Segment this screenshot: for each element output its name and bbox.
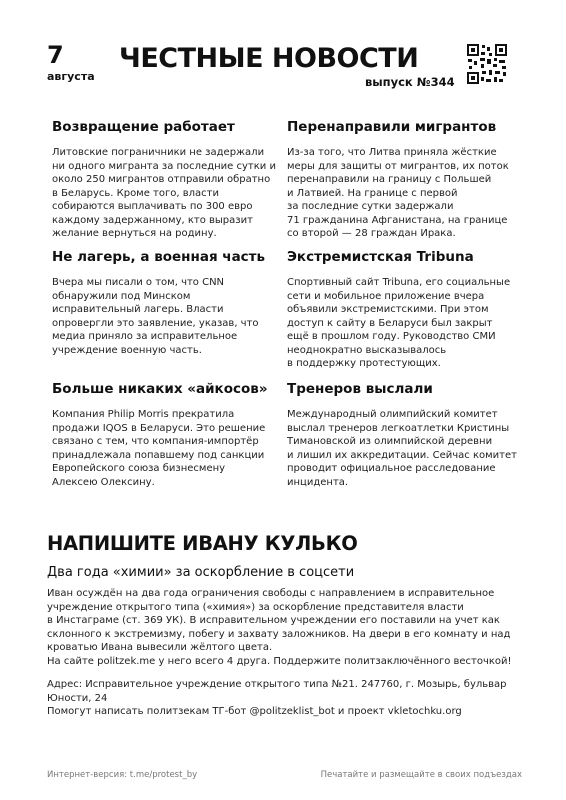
footer-web-version: Интернет-версия: t.me/protest_by [47, 770, 198, 780]
address-line: Юности, 24 [47, 692, 108, 704]
article-line: в поддержку протестующих. [287, 358, 441, 369]
article-line: и лишил их аккредитации. Сейчас комитет [287, 449, 517, 461]
article-coaches [287, 380, 517, 489]
feature-subtitle: Два года «химии» за оскорбление в соцсети [47, 565, 355, 580]
article-line: сети и мобильное приложение вчера [287, 290, 485, 302]
article-line: медиа приняло за исправительное [52, 331, 238, 342]
feature-line: склонного к экстремизму, побегу и захвату заложников. На двери в его комнату и над [47, 628, 511, 640]
article-title: Не лагерь, а военная часть [52, 249, 266, 265]
article-line: проводит официальное расследование [287, 463, 496, 474]
newspaper-title: ЧЕСТНЫЕ НОВОСТИ [119, 43, 419, 74]
article-line: меры для защиты от мигрантов, их поток [287, 160, 509, 172]
article-line: Из-за того, что Литва приняла жёсткие [287, 147, 497, 158]
article-returns [52, 118, 282, 241]
article-line: каждому задержанному, кто выразит [52, 214, 253, 226]
article-migrants [287, 118, 517, 241]
article-line: и Латвией. На границе с первой [287, 187, 458, 199]
article-line: объявили экстремистскими. При этом [287, 304, 489, 315]
feature-line: в Инстаграме (ст. 369 УК). В исправительном учреждении его поставили на учет как [47, 615, 500, 627]
article-body [287, 408, 517, 489]
feature-line: На сайте politzek.me у него всего 4 друга. Поддержите политзаключённого весточкой! [47, 655, 512, 667]
date-day: 7 [47, 41, 64, 69]
date-month: августа [47, 70, 95, 83]
article-body [52, 276, 282, 357]
article-line: около 250 мигрантов отправили обратно [52, 174, 271, 185]
article-line: Алексею Олексину. [52, 476, 155, 488]
qr-code-icon [467, 44, 507, 84]
address-line: Помогут написать политзекам ТГ-бот @politzeklist_bot и проект vkletochku.org [47, 706, 462, 718]
feature-title: НАПИШИТЕ ИВАНУ КУЛЬКО [47, 532, 358, 555]
article-line: учреждение военную часть. [52, 344, 202, 356]
article-body [52, 146, 282, 241]
article-line: принадлежала попавшему под санкции [52, 449, 265, 461]
footer-print-note: Печатайте и размещайте в своих подъездах [320, 770, 522, 780]
article-line: неоднократно высказывалось [287, 344, 447, 356]
article-line: Тимановской из олимпийской деревни [287, 436, 493, 447]
article-iqos [52, 380, 282, 489]
article-body [287, 146, 517, 241]
article-line: инцидента. [287, 476, 349, 488]
article-title: Возвращение работает [52, 119, 235, 135]
article-title: Перенаправили мигрантов [287, 119, 497, 135]
article-line: обнаружили под Минском [52, 290, 191, 302]
feature-line: Иван осуждён на два года ограничения свободы с направлением в исправительное [47, 588, 495, 599]
article-body [287, 276, 517, 371]
feature-line: учреждение открытого типа («химия») за оскорбление представителя власти [47, 601, 464, 613]
masthead [47, 42, 517, 92]
article-line: исправительный лагерь. Власти [52, 304, 224, 315]
article-line: со второй — 28 граждан Ирака. [287, 228, 456, 239]
article-line: собираются выплачивать по 300 евро [52, 201, 253, 212]
article-line: Литовские пограничники не задержали [52, 147, 265, 158]
feature-section [47, 532, 527, 669]
feature-line: кроватью Ивана вывесили жёлтого цвета. [47, 642, 273, 654]
article-line: желание вернуться на родину. [52, 228, 217, 239]
address-block [47, 678, 522, 719]
article-line: Компания Philip Morris прекратила [52, 409, 235, 420]
article-line: выслал тренеров легкоатлетки Кристины [287, 422, 510, 434]
address-line: Адрес: Исправительное учреждение открытого типа №21. 247760, г. Мозырь, бульвар [47, 679, 507, 690]
article-line: Спортивный сайт Tribuna, его социальные [287, 277, 511, 288]
article-title: Тренеров выслали [287, 381, 433, 397]
article-line: ещё в прошлом году. Руководство СМИ [287, 331, 496, 342]
article-line: связано с тем, что компания-импортёр [52, 436, 259, 447]
issue-number: выпуск №344 [365, 75, 455, 89]
article-line: за последние сутки задержали [287, 201, 454, 212]
article-line: доступ к сайту в Беларуси был закрыт [287, 317, 493, 329]
article-line: в Беларусь. Кроме того, власти [52, 187, 219, 199]
article-line: Европейского союза бизнесмену [52, 463, 226, 474]
article-title: Больше никаких «айкосов» [52, 381, 268, 397]
feature-body [47, 587, 527, 669]
article-line: 71 гражданина Афганистана, на границе [287, 214, 508, 226]
article-military-unit [52, 248, 282, 357]
article-line: перенаправили на границу с Польшей [287, 174, 492, 185]
article-body [52, 408, 282, 489]
article-line: ни одного мигранта за последние сутки и [52, 160, 276, 172]
article-line: опровергли это заявление, указав, что [52, 317, 259, 329]
article-line: продажи IQOS в Беларуси. Это решение [52, 422, 266, 434]
article-title: Экстремистская Tribuna [287, 249, 474, 265]
article-tribuna [287, 248, 517, 371]
article-line: Вчера мы писали о том, что CNN [52, 277, 225, 288]
article-line: Международный олимпийский комитет [287, 409, 498, 420]
